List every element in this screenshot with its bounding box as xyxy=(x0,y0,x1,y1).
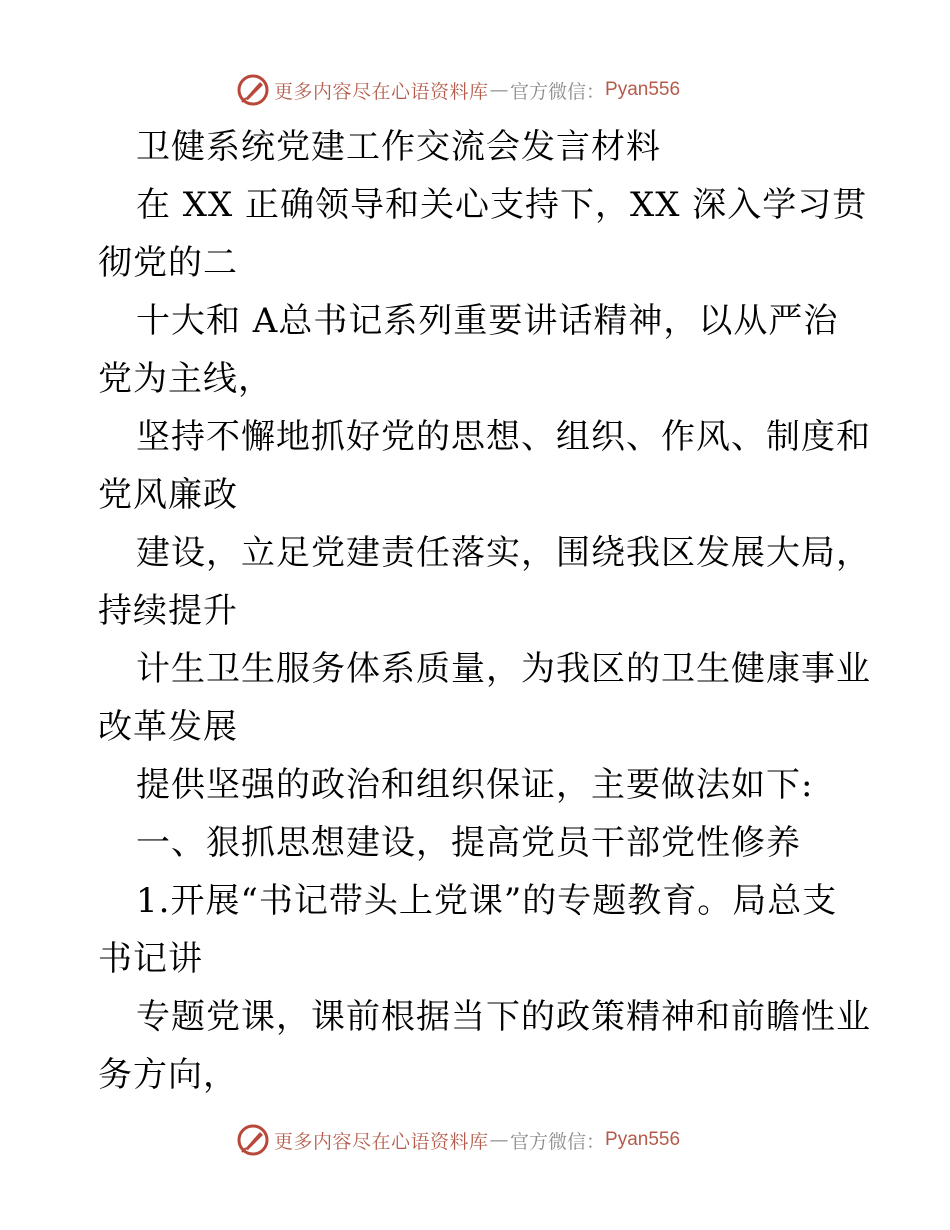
quill-in-circle-icon xyxy=(236,1123,270,1157)
text-line: 在 XX 正确领导和关心支持下，XX 深入学习贯 xyxy=(136,185,868,225)
document-title: 卫健系统党建工作交流会发言材料 xyxy=(136,127,661,167)
text-line: 改革发展 xyxy=(98,707,238,747)
banner-text: 更多内容尽在心语资料库 xyxy=(274,80,489,103)
header-watermark-banner xyxy=(236,72,680,108)
banner-id: Pyan556 xyxy=(605,79,681,100)
banner-dash: — xyxy=(489,79,510,101)
text-line: 专题党课，课前根据当下的政策精神和前瞻性业 xyxy=(136,997,871,1037)
section-heading: 一、狠抓思想建设，提高党员干部党性修养 xyxy=(136,823,801,863)
text-line: 计生卫生服务体系质量，为我区的卫生健康事业 xyxy=(136,649,871,689)
quill-in-circle-icon xyxy=(236,73,270,107)
banner-sub: 官方微信： xyxy=(510,80,606,103)
banner-dash: — xyxy=(489,1129,510,1151)
banner-id: Pyan556 xyxy=(605,1129,681,1150)
text-line: 彻党的二 xyxy=(98,243,238,283)
text-line: 建设，立足党建责任落实，围绕我区发展大局， xyxy=(136,533,871,573)
text-line: 书记讲 xyxy=(98,939,203,979)
text-line: 十大和 A总书记系列重要讲话精神，以从严治 xyxy=(136,301,839,341)
banner-text: 更多内容尽在心语资料库 xyxy=(274,1130,489,1153)
text-line: 党为主线， xyxy=(98,359,273,399)
text-line: 坚持不懈地抓好党的思想、组织、作风、制度和 xyxy=(136,417,871,457)
banner-sub: 官方微信： xyxy=(510,1130,606,1153)
text-line: 1.开展“书记带头上党课”的专题教育。局总支 xyxy=(136,881,838,921)
text-line: 务方向， xyxy=(98,1055,238,1095)
text-line: 党风廉政 xyxy=(98,475,238,515)
text-line: 提供坚强的政治和组织保证，主要做法如下: xyxy=(136,765,814,805)
footer-watermark-banner xyxy=(236,1122,680,1158)
document-body xyxy=(98,118,871,1104)
text-line: 持续提升 xyxy=(98,591,238,631)
